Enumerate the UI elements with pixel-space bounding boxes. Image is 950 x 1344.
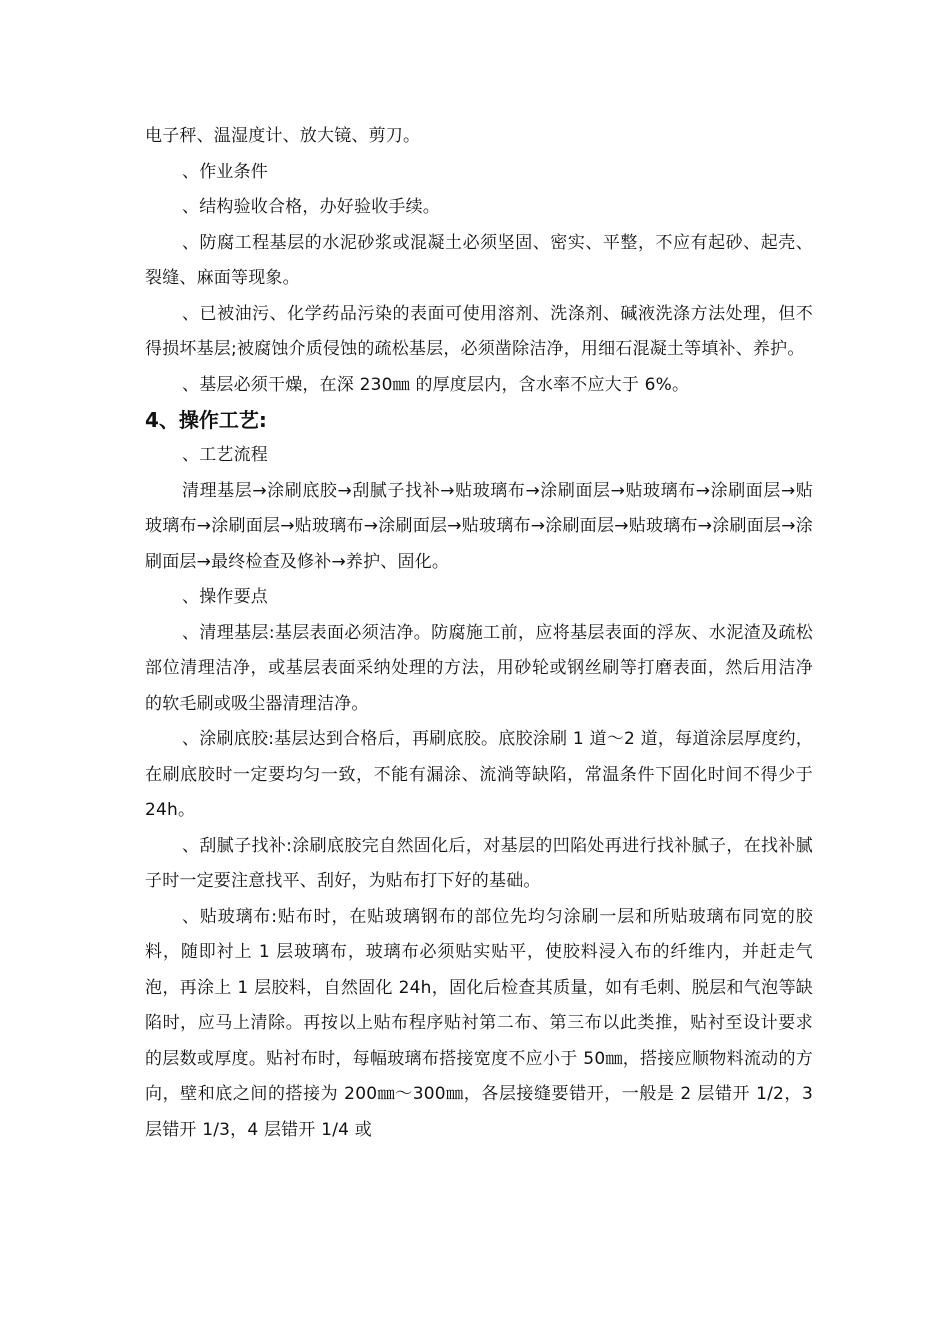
paragraph-fiberglass-lining: 、贴玻璃布:贴布时，在贴玻璃钢布的部位先均匀涂刷一层和所贴玻璃布同宽的胶料，随即衬上 1 层玻璃布，玻璃布必须贴实贴平，使胶料浸入布的纤维内，并赶走气泡，再涂上 1 层胶料，自然固化 24h，固化后检查其质量，如有毛刺、脱层和气泡等缺陷时，应马上清除。再按以上贴布程序贴衬第二布、第三布以此类推，贴衬至设计要求的层数或厚度。贴衬布时，每幅玻璃布搭接宽度不应小于 50㎜，搭接应顺物料流动的方向，壁和底之间的搭接为 200㎜～300㎜，各层接缝要错开，一般是 2 层错开 1/2，3 层错开 1/3，4 层错开 1/4 或 [145,906,813,1140]
subheading-operation-points: 、操作要点 [182,587,268,607]
paragraph-clean-base-layer: 、清理基层:基层表面必须洁净。防腐施工前，应将基层表面的浮灰、水泥渣及疏松部位清理洁净，或基层表面采纳处理的方法，用砂轮或钢丝刷等打磨表面，然后用洁净的软毛刷或吸尘器清理洁净。 [145,622,813,714]
paragraph-structure-acceptance: 、结构验收合格，办好验收手续。 [182,197,440,217]
document-body [145,119,813,1148]
subheading-process-flow: 、工艺流程 [182,445,268,465]
paragraph-dryness-requirement: 、基层必须干燥，在深 230㎜ 的厚度层内，含水率不应大于 6%。 [182,374,690,395]
section-heading-work-conditions: 、作业条件 [182,161,268,182]
paragraph-apply-primer: 、涂刷底胶:基层达到合格后，再刷底胶。底胶涂刷 1 道～2 道，每道涂层厚度约，在刷底胶时一定要均匀一致，不能有漏涂、流淌等缺陷，常温条件下固化时间不得少于 24h。 [145,729,813,820]
paragraph-base-layer-requirements: 、防腐工程基层的水泥砂浆或混凝土必须坚固、密实、平整，不应有起砂、起壳、裂缝、麻面等现象。 [145,232,813,288]
paragraph-tools-list: 电子秤、温湿度计、放大镜、剪刀。 [145,126,421,146]
paragraph-process-flow-steps: 清理基层→涂刷底胶→刮腻子找补→贴玻璃布→涂刷面层→贴玻璃布→涂刷面层→贴玻璃布→涂刷面层→贴玻璃布→涂刷面层→贴玻璃布→涂刷面层→贴玻璃布→涂刷面层→涂刷面层→最终检查及修补→养护、固化。 [145,480,813,572]
section-title-operation-process: 4、操作工艺: [145,408,267,432]
paragraph-contamination-treatment: 、已被油污、化学药品污染的表面可使用溶剂、洗涤剂、碱液洗涤方法处理，但不得损坏基层;被腐蚀介质侵蚀的疏松基层，必须凿除洁净，用细石混凝土等填补、养护。 [145,303,813,359]
paragraph-putty-filling: 、刮腻子找补:涂刷底胶完自然固化后，对基层的凹陷处再进行找补腻子，在找补腻子时一定要注意找平、刮好，为贴布打下好的基础。 [145,835,813,891]
